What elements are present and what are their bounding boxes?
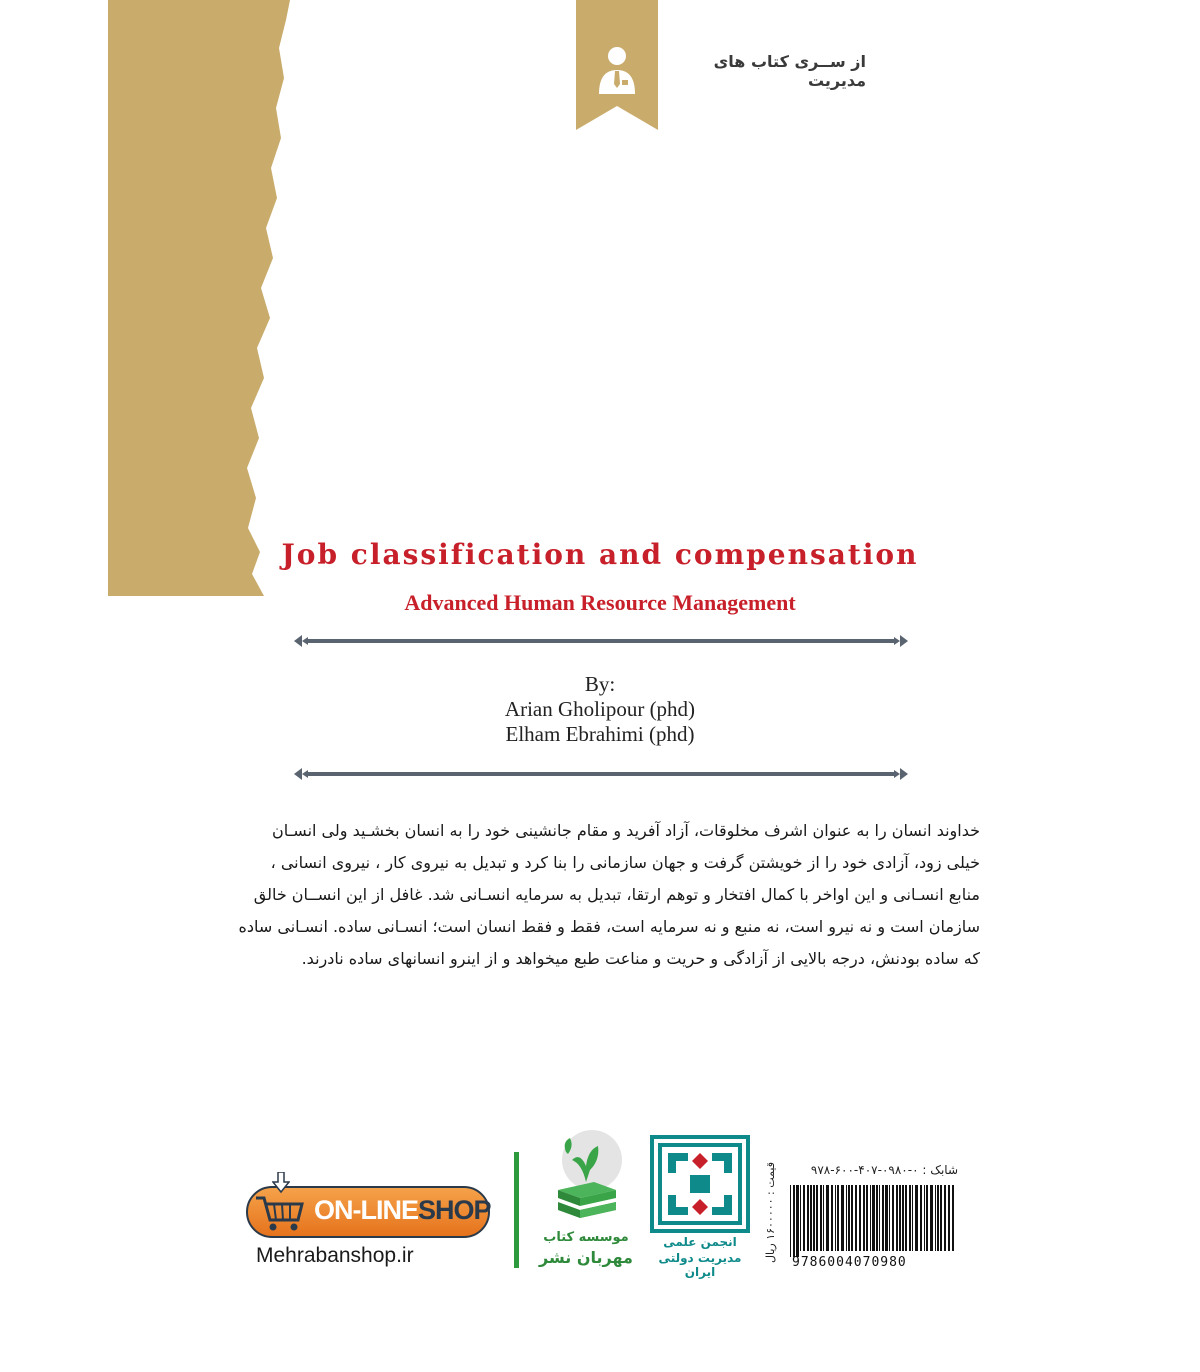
ornamental-divider (294, 766, 908, 782)
books-sprout-icon (536, 1130, 636, 1230)
barcode-bar (846, 1185, 847, 1251)
association-line1: انجمن علمی (663, 1235, 737, 1249)
barcode-bar (859, 1185, 861, 1251)
barcode-bar (813, 1185, 815, 1251)
barcode-bar (902, 1185, 904, 1251)
shop-url: Mehrabanshop.ir (256, 1244, 414, 1267)
barcode-bar (944, 1185, 946, 1251)
series-bookmark (576, 0, 658, 132)
shopping-cart-icon (254, 1192, 306, 1232)
barcode-bar (826, 1185, 829, 1251)
barcode-bar (905, 1185, 907, 1251)
barcode-bar (889, 1185, 890, 1251)
back-cover-blurb (222, 815, 980, 975)
shop-word-online: ON-LINE (314, 1195, 418, 1225)
blurb-line: که ساده بودنش، درجه بالایی از آزادگی و حریت و مناعت طبع میخواهد و از اینرو انسانهای ساده نادرند. (301, 949, 980, 968)
barcode-bar (915, 1185, 918, 1251)
blurb-line: منابع انسـانی و این اواخر با کمال افتخار و توهم ارتقا، تبدیل به سرمایه انسـانی شد. غافل از این انســان خالق (253, 885, 980, 904)
barcode-bar (885, 1185, 888, 1251)
barcode-bar (816, 1185, 818, 1251)
barcode-bar (796, 1185, 799, 1257)
barcode-bar (810, 1185, 812, 1251)
barcode-bar (841, 1185, 844, 1251)
isbn-barcode (762, 1155, 962, 1275)
barcode-bar (807, 1185, 809, 1251)
barcode-bar (863, 1185, 865, 1251)
barcode-bar (800, 1185, 801, 1251)
torn-paper-strip (0, 0, 300, 600)
book-subtitle: Advanced Human Resource Management (404, 590, 796, 615)
barcode-bar (882, 1185, 884, 1251)
association-line2: مدیریت دولتی ایران (658, 1251, 742, 1279)
blurb-line: خیلی زود، آزادی خود را از خویشتن گرفت و جهان سازمانی را بنا کرد و تبدیل به نیروی کار ، نیروی انسانی ، (270, 853, 980, 872)
barcode-bar (790, 1185, 791, 1257)
book-title: Job classification and compensation (281, 538, 919, 571)
barcode-bar (793, 1185, 795, 1257)
barcode-bar (930, 1185, 933, 1251)
publisher-line2: مهربان نشر (539, 1248, 633, 1267)
blurb-line: خداوند انسان را به عنوان اشرف مخلوقات، آزاد آفرید و مقام جانشینی خود را به انسان بخشـید ولی انسـان (271, 821, 980, 840)
barcode-bar (940, 1185, 942, 1251)
association-emblem-icon (650, 1135, 750, 1233)
barcode-bar (948, 1185, 950, 1251)
barcode-bar (952, 1185, 954, 1251)
barcode-bar (937, 1185, 939, 1251)
barcode-bar (876, 1185, 878, 1251)
isbn-label: شابک : ۰-۰۹۸۰-۴۰۷-۶۰۰-۹۷۸ (810, 1163, 958, 1177)
barcode-bar (879, 1185, 880, 1251)
price-label: قیمت : ۱۶۰۰۰۰۰ ریال (764, 1162, 777, 1264)
barcode-bar (803, 1185, 805, 1251)
barcode-bar (896, 1185, 898, 1251)
download-arrow-icon (272, 1172, 290, 1194)
barcode-bar (835, 1185, 836, 1251)
author-name: Arian Gholipour (phd) (504, 697, 696, 721)
shop-wordmark (314, 1195, 491, 1226)
shop-word-shop: SHOP (418, 1195, 491, 1225)
barcode-bar (899, 1185, 901, 1251)
barcode-bar (909, 1185, 911, 1251)
ornamental-divider (294, 633, 908, 649)
blurb-line: سازمان است و نه نیرو است، نه منبع و نه سرمایه است، فقط و فقط انسان است؛ انسـانی ساده. انسـانی ساده (238, 917, 980, 936)
association-logo (650, 1135, 750, 1279)
barcode-icon (788, 1185, 956, 1257)
barcode-bar (926, 1185, 928, 1251)
barcode-bar (820, 1185, 822, 1251)
barcode-bar (855, 1185, 857, 1251)
barcode-bar (920, 1185, 922, 1251)
barcode-bar (851, 1185, 853, 1251)
barcode-bar (866, 1185, 868, 1251)
barcode-bar (924, 1185, 925, 1251)
online-shop-logo (246, 1178, 492, 1270)
publisher-logo (536, 1130, 636, 1275)
publisher-line1: موسسه کتاب (543, 1230, 629, 1245)
barcode-bar (892, 1185, 894, 1251)
barcode-bar (831, 1185, 833, 1251)
barcode-bar (823, 1185, 824, 1251)
authors-block (400, 672, 800, 747)
logo-separator (514, 1152, 519, 1268)
barcode-bar (870, 1185, 871, 1251)
barcode-bar (912, 1185, 913, 1251)
barcode-bar (872, 1185, 875, 1251)
authors-by: By: (584, 672, 616, 696)
barcode-bar (848, 1185, 850, 1251)
author-name: Elham Ebrahimi (phd) (505, 722, 695, 746)
barcode-bar (837, 1185, 839, 1251)
barcode-bar (935, 1185, 936, 1251)
series-label: از ســری کتاب های مدیریت (713, 52, 866, 90)
barcode-number: 9786004070980 (792, 1255, 907, 1270)
